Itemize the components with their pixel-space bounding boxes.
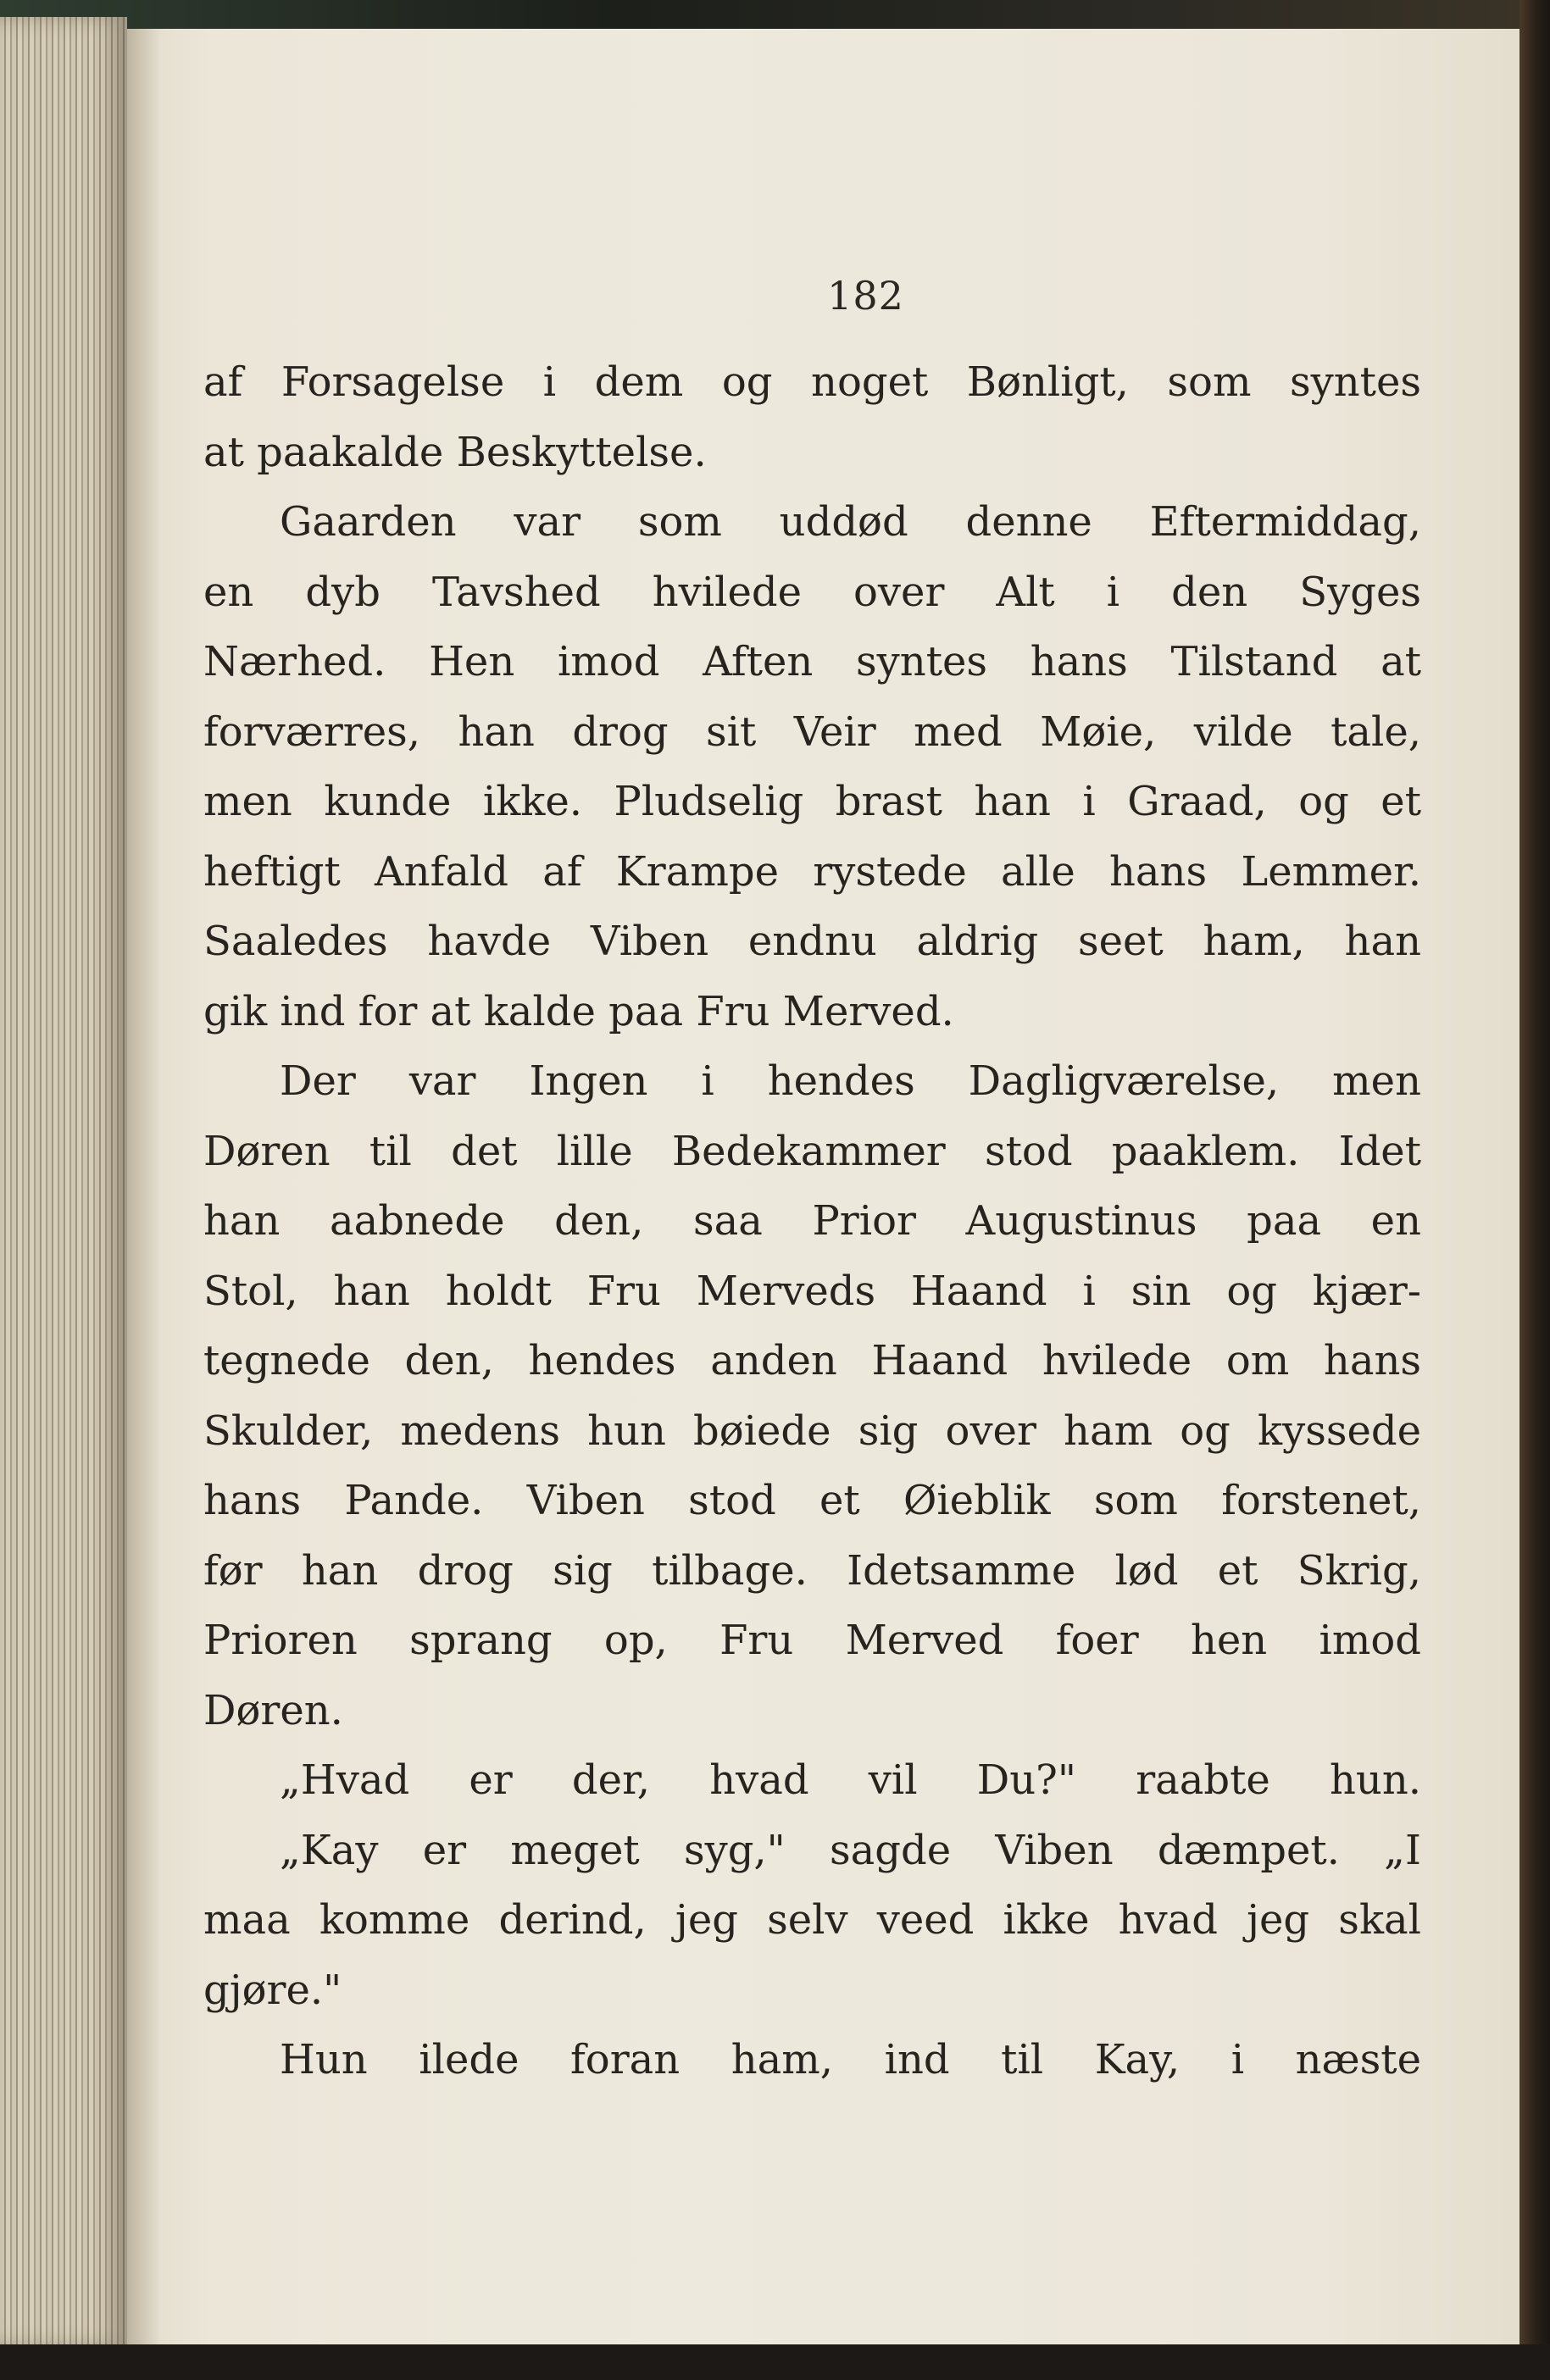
text-line: hans Pande. Viben stod et Øieblik som forstenet, <box>203 1477 1421 1524</box>
bottom-background-strip <box>0 2344 1550 2380</box>
text-line: Der var Ingen i hendes Dagligværelse, men <box>280 1057 1421 1105</box>
text-line: „Hvad er der, hvad vil Du?" raabte hun. <box>280 1756 1421 1804</box>
text-line: maa komme derind, jeg selv veed ikke hvad jeg skal <box>203 1896 1421 1944</box>
body-text <box>203 347 1421 2095</box>
text-line: Prioren sprang op, Fru Merved foer hen imod <box>203 1617 1421 1664</box>
text-line: heftigt Anfald af Krampe rystede alle hans Lemmer. <box>203 847 1421 896</box>
text-line: Gaarden var som uddød denne Eftermiddag, <box>280 498 1421 546</box>
text-line: gik ind for at kalde paa Fru Merved. <box>203 987 954 1035</box>
text-line: Saaledes havde Viben endnu aldrig seet ham, han <box>203 918 1421 965</box>
page-number: 182 <box>827 273 904 319</box>
text-line: „Kay er meget syg," sagde Viben dæmpet. „I <box>280 1826 1421 1874</box>
text-line: af Forsagelse i dem og noget Bønligt, som syntes <box>203 358 1421 406</box>
text-line: forværres, han drog sit Veir med Møie, vilde tale, <box>203 707 1421 756</box>
text-line: en dyb Tavshed hvilede over Alt i den Syges <box>203 568 1421 616</box>
text-line: men kunde ikke. Pludselig brast han i Graad, og et <box>203 778 1421 825</box>
text-line: Hun ilede foran ham, ind til Kay, i næste <box>280 2036 1421 2083</box>
text-line: tegnede den, hendes anden Haand hvilede om hans <box>203 1337 1421 1384</box>
text-line: før han drog sig tilbage. Idetsamme lød et Skrig, <box>203 1546 1421 1595</box>
text-line: han aabnede den, saa Prior Augustinus paa en <box>203 1197 1421 1245</box>
text-line: Døren. <box>203 1686 343 1734</box>
text-line: Døren til det lille Bedekammer stod paaklem. Idet <box>203 1127 1421 1175</box>
text-line: at paakalde Beskyttelse. <box>203 428 707 476</box>
text-line: Stol, han holdt Fru Merveds Haand i sin og kjær- <box>203 1267 1421 1315</box>
book-cover-edge <box>1519 0 1550 2380</box>
stacked-page-edges <box>0 17 127 2347</box>
text-line: Skulder, medens hun bøiede sig over ham og kyssede <box>203 1406 1421 1455</box>
text-line: Nærhed. Hen imod Aften syntes hans Tilstand at <box>203 638 1421 685</box>
text-line: gjøre." <box>203 1966 342 2014</box>
